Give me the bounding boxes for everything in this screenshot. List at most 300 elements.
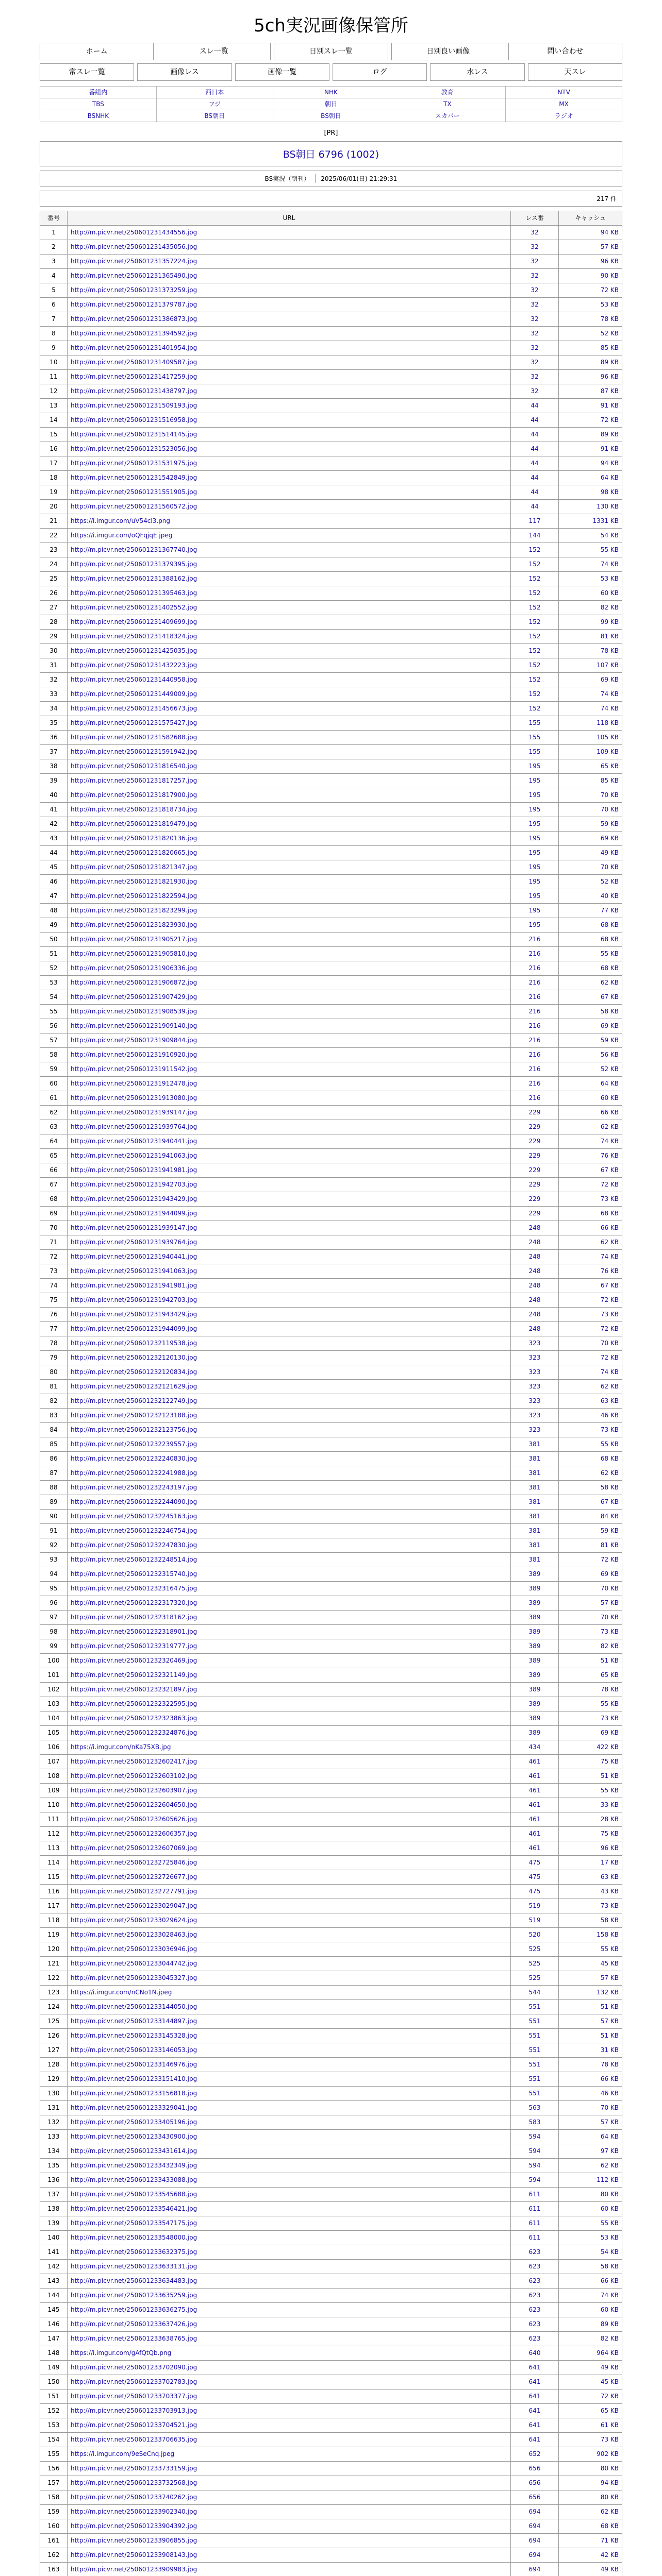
cache-size-link[interactable]: 68 KB	[600, 1210, 619, 1217]
channel-link[interactable]: スカパー	[435, 112, 460, 120]
cache-size-link[interactable]: 59 KB	[600, 1527, 619, 1534]
cache-size-link[interactable]: 67 KB	[600, 1498, 619, 1505]
channel-link[interactable]: ラジオ	[554, 112, 573, 120]
cache-size-link[interactable]: 63 KB	[600, 1873, 619, 1880]
image-url-link[interactable]: http://m.picvr.net/250601231401954.jpg	[71, 344, 197, 351]
image-url-link[interactable]: http://m.picvr.net/250601233433088.jpg	[71, 2176, 197, 2183]
image-url-link[interactable]: http://m.picvr.net/250601231905810.jpg	[71, 950, 197, 957]
image-url-link[interactable]: https://i.imgur.com/nKa75XB.jpg	[71, 1743, 171, 1751]
cache-size-link[interactable]: 73 KB	[600, 2436, 619, 2443]
res-number-link[interactable]: 389	[528, 1599, 541, 1606]
image-url-link[interactable]: http://m.picvr.net/250601231941063.jpg	[71, 1267, 197, 1275]
cache-size-link[interactable]: 66 KB	[600, 1224, 619, 1231]
res-number-link[interactable]: 389	[528, 1729, 541, 1736]
image-url-link[interactable]: http://m.picvr.net/250601231388162.jpg	[71, 575, 197, 582]
res-number-link[interactable]: 152	[528, 561, 541, 568]
res-number-link[interactable]: 32	[531, 373, 539, 380]
image-url-link[interactable]: http://m.picvr.net/250601232123756.jpg	[71, 1426, 197, 1433]
res-number-link[interactable]: 323	[528, 1368, 541, 1376]
image-url-link[interactable]: http://m.picvr.net/250601231386873.jpg	[71, 315, 197, 323]
cache-size-link[interactable]: 52 KB	[600, 878, 619, 885]
res-number-link[interactable]: 551	[528, 2090, 541, 2097]
cache-size-link[interactable]: 65 KB	[600, 1671, 619, 1679]
res-number-link[interactable]: 152	[528, 589, 541, 597]
nav-button[interactable]: 問い合わせ	[508, 43, 622, 60]
res-number-link[interactable]: 44	[531, 431, 539, 438]
res-number-link[interactable]: 32	[531, 301, 539, 308]
cache-size-link[interactable]: 72 KB	[600, 286, 619, 294]
image-url-link[interactable]: http://m.picvr.net/250601231939764.jpg	[71, 1239, 197, 1246]
res-number-link[interactable]: 229	[528, 1152, 541, 1159]
image-url-link[interactable]: http://m.picvr.net/250601232323863.jpg	[71, 1715, 197, 1722]
image-url-link[interactable]: http://m.picvr.net/250601231394592.jpg	[71, 330, 197, 337]
cache-size-link[interactable]: 57 KB	[600, 2018, 619, 2025]
cache-size-link[interactable]: 55 KB	[600, 546, 619, 553]
image-url-link[interactable]: http://m.picvr.net/250601233431614.jpg	[71, 2147, 197, 2155]
image-url-link[interactable]: http://m.picvr.net/250601233146976.jpg	[71, 2061, 197, 2068]
cache-size-link[interactable]: 94 KB	[600, 2479, 619, 2486]
cache-size-link[interactable]: 74 KB	[600, 690, 619, 698]
res-number-link[interactable]: 519	[528, 1902, 541, 1909]
nav-button[interactable]: 日別良い画像	[391, 43, 505, 60]
cache-size-link[interactable]: 82 KB	[600, 1642, 619, 1650]
cache-size-link[interactable]: 422 KB	[597, 1743, 619, 1751]
res-number-link[interactable]: 195	[528, 806, 541, 813]
cache-size-link[interactable]: 112 KB	[597, 2176, 619, 2183]
res-number-link[interactable]: 525	[528, 1960, 541, 1967]
image-url-link[interactable]: http://m.picvr.net/250601231395463.jpg	[71, 589, 197, 597]
cache-size-link[interactable]: 130 KB	[597, 503, 619, 510]
res-number-link[interactable]: 248	[528, 1296, 541, 1303]
cache-size-link[interactable]: 74 KB	[600, 1138, 619, 1145]
cache-size-link[interactable]: 73 KB	[600, 1426, 619, 1433]
image-url-link[interactable]: http://m.picvr.net/250601232121629.jpg	[71, 1383, 197, 1390]
cache-size-link[interactable]: 70 KB	[600, 1614, 619, 1621]
image-url-link[interactable]: http://m.picvr.net/250601231417259.jpg	[71, 373, 197, 380]
res-number-link[interactable]: 323	[528, 1340, 541, 1347]
image-url-link[interactable]: http://m.picvr.net/250601232123188.jpg	[71, 1412, 197, 1419]
image-url-link[interactable]: http://m.picvr.net/250601231409699.jpg	[71, 618, 197, 625]
cache-size-link[interactable]: 91 KB	[600, 402, 619, 409]
cache-size-link[interactable]: 68 KB	[600, 1455, 619, 1462]
image-url-link[interactable]: http://m.picvr.net/250601232316475.jpg	[71, 1585, 197, 1592]
cache-size-link[interactable]: 78 KB	[600, 315, 619, 323]
cache-size-link[interactable]: 109 KB	[597, 748, 619, 755]
res-number-link[interactable]: 652	[528, 2450, 541, 2458]
channel-link[interactable]: BS朝日	[321, 112, 341, 120]
res-number-link[interactable]: 32	[531, 330, 539, 337]
cache-size-link[interactable]: 96 KB	[600, 1844, 619, 1852]
image-url-link[interactable]: http://m.picvr.net/250601232319777.jpg	[71, 1642, 197, 1650]
res-number-link[interactable]: 195	[528, 820, 541, 827]
res-number-link[interactable]: 594	[528, 2147, 541, 2155]
res-number-link[interactable]: 32	[531, 344, 539, 351]
res-number-link[interactable]: 544	[528, 1989, 541, 1996]
image-url-link[interactable]: http://m.picvr.net/250601232244090.jpg	[71, 1498, 197, 1505]
res-number-link[interactable]: 152	[528, 705, 541, 712]
image-url-link[interactable]: http://m.picvr.net/250601233151410.jpg	[71, 2075, 197, 2082]
channel-link[interactable]: 教育	[441, 89, 454, 96]
cache-size-link[interactable]: 158 KB	[597, 1931, 619, 1938]
image-url-link[interactable]: http://m.picvr.net/250601233703377.jpg	[71, 2393, 197, 2400]
cache-size-link[interactable]: 118 KB	[597, 719, 619, 726]
res-number-link[interactable]: 32	[531, 315, 539, 323]
channel-link[interactable]: NTV	[557, 89, 570, 96]
cache-size-link[interactable]: 56 KB	[600, 1051, 619, 1058]
cache-size-link[interactable]: 964 KB	[597, 2349, 619, 2357]
image-url-link[interactable]: http://m.picvr.net/250601233706635.jpg	[71, 2436, 197, 2443]
cache-size-link[interactable]: 17 KB	[600, 1859, 619, 1866]
cache-size-link[interactable]: 62 KB	[600, 1239, 619, 1246]
image-url-link[interactable]: http://m.picvr.net/250601232606357.jpg	[71, 1830, 197, 1837]
image-url-link[interactable]: http://m.picvr.net/250601231432223.jpg	[71, 662, 197, 669]
channel-link[interactable]: BS朝日	[204, 112, 225, 120]
res-number-link[interactable]: 594	[528, 2176, 541, 2183]
image-url-link[interactable]: http://m.picvr.net/250601231910920.jpg	[71, 1051, 197, 1058]
image-url-link[interactable]: http://m.picvr.net/250601231939764.jpg	[71, 1123, 197, 1130]
image-url-link[interactable]: http://m.picvr.net/250601231409587.jpg	[71, 359, 197, 366]
image-url-link[interactable]: http://m.picvr.net/250601233636275.jpg	[71, 2306, 197, 2313]
channel-link[interactable]: 朝日	[324, 100, 337, 108]
cache-size-link[interactable]: 77 KB	[600, 907, 619, 914]
res-number-link[interactable]: 389	[528, 1642, 541, 1650]
channel-link[interactable]: 番組内	[89, 89, 108, 96]
image-url-link[interactable]: http://m.picvr.net/250601233028463.jpg	[71, 1931, 197, 1938]
image-url-link[interactable]: http://m.picvr.net/250601232119538.jpg	[71, 1340, 197, 1347]
channel-link[interactable]: NHK	[324, 89, 338, 96]
cache-size-link[interactable]: 58 KB	[600, 2263, 619, 2270]
res-number-link[interactable]: 381	[528, 1527, 541, 1534]
res-number-link[interactable]: 152	[528, 604, 541, 611]
cache-size-link[interactable]: 64 KB	[600, 1080, 619, 1087]
image-url-link[interactable]: http://m.picvr.net/250601231944099.jpg	[71, 1210, 197, 1217]
cache-size-link[interactable]: 28 KB	[600, 1816, 619, 1823]
cache-size-link[interactable]: 69 KB	[600, 676, 619, 683]
image-url-link[interactable]: http://m.picvr.net/250601231379787.jpg	[71, 301, 197, 308]
cache-size-link[interactable]: 58 KB	[600, 1008, 619, 1015]
image-url-link[interactable]: http://m.picvr.net/250601233546421.jpg	[71, 2205, 197, 2212]
res-number-link[interactable]: 152	[528, 633, 541, 640]
res-number-link[interactable]: 216	[528, 1065, 541, 1073]
cache-size-link[interactable]: 55 KB	[600, 1945, 619, 1953]
res-number-link[interactable]: 152	[528, 647, 541, 654]
cache-size-link[interactable]: 57 KB	[600, 1599, 619, 1606]
cache-size-link[interactable]: 62 KB	[600, 979, 619, 986]
nav-button[interactable]: ホーム	[40, 43, 154, 60]
res-number-link[interactable]: 216	[528, 1022, 541, 1029]
res-number-link[interactable]: 32	[531, 243, 539, 250]
cache-size-link[interactable]: 98 KB	[600, 488, 619, 496]
image-url-link[interactable]: http://m.picvr.net/250601233432349.jpg	[71, 2162, 197, 2169]
image-url-link[interactable]: http://m.picvr.net/250601231939147.jpg	[71, 1224, 197, 1231]
image-url-link[interactable]: https://i.imgur.com/9eSeCnq.jpeg	[71, 2450, 175, 2458]
res-number-link[interactable]: 323	[528, 1397, 541, 1404]
image-url-link[interactable]: http://m.picvr.net/250601232324876.jpg	[71, 1729, 197, 1736]
res-number-link[interactable]: 155	[528, 734, 541, 741]
cache-size-link[interactable]: 69 KB	[600, 1022, 619, 1029]
res-number-link[interactable]: 44	[531, 488, 539, 496]
cache-size-link[interactable]: 68 KB	[600, 936, 619, 943]
res-number-link[interactable]: 551	[528, 2075, 541, 2082]
res-number-link[interactable]: 551	[528, 2046, 541, 2054]
cache-size-link[interactable]: 42 KB	[600, 2551, 619, 2558]
cache-size-link[interactable]: 46 KB	[600, 1412, 619, 1419]
subnav-button[interactable]: 常スレ一覧	[40, 63, 134, 81]
res-number-link[interactable]: 461	[528, 1758, 541, 1765]
res-number-link[interactable]: 694	[528, 2566, 541, 2573]
res-number-link[interactable]: 611	[528, 2219, 541, 2227]
cache-size-link[interactable]: 51 KB	[600, 2003, 619, 2010]
cache-size-link[interactable]: 96 KB	[600, 373, 619, 380]
cache-size-link[interactable]: 76 KB	[600, 1152, 619, 1159]
cache-size-link[interactable]: 68 KB	[600, 2522, 619, 2530]
cache-size-link[interactable]: 74 KB	[600, 2292, 619, 2299]
cache-size-link[interactable]: 69 KB	[600, 1729, 619, 1736]
image-url-link[interactable]: http://m.picvr.net/250601231820136.jpg	[71, 835, 197, 842]
res-number-link[interactable]: 475	[528, 1859, 541, 1866]
image-url-link[interactable]: http://m.picvr.net/250601231823930.jpg	[71, 921, 197, 928]
res-number-link[interactable]: 152	[528, 575, 541, 582]
thread-title-link[interactable]: BS朝日 6796 (1002)	[283, 149, 379, 160]
res-number-link[interactable]: 229	[528, 1123, 541, 1130]
res-number-link[interactable]: 656	[528, 2479, 541, 2486]
image-url-link[interactable]: http://m.picvr.net/250601231939147.jpg	[71, 1109, 197, 1116]
res-number-link[interactable]: 381	[528, 1455, 541, 1462]
image-url-link[interactable]: http://m.picvr.net/250601233405196.jpg	[71, 2119, 197, 2126]
image-url-link[interactable]: http://m.picvr.net/250601231908539.jpg	[71, 1008, 197, 1015]
res-number-link[interactable]: 434	[528, 1743, 541, 1751]
res-number-link[interactable]: 248	[528, 1253, 541, 1260]
image-url-link[interactable]: http://m.picvr.net/250601233635259.jpg	[71, 2292, 197, 2299]
cache-size-link[interactable]: 55 KB	[600, 2219, 619, 2227]
res-number-link[interactable]: 389	[528, 1657, 541, 1664]
cache-size-link[interactable]: 64 KB	[600, 2133, 619, 2140]
image-url-link[interactable]: http://m.picvr.net/250601232726677.jpg	[71, 1873, 197, 1880]
res-number-link[interactable]: 323	[528, 1354, 541, 1361]
image-url-link[interactable]: http://m.picvr.net/250601232245163.jpg	[71, 1513, 197, 1520]
cache-size-link[interactable]: 58 KB	[600, 1484, 619, 1491]
image-url-link[interactable]: http://m.picvr.net/250601233029624.jpg	[71, 1917, 197, 1924]
cache-size-link[interactable]: 57 KB	[600, 1974, 619, 1981]
res-number-link[interactable]: 694	[528, 2522, 541, 2530]
res-number-link[interactable]: 475	[528, 1888, 541, 1895]
image-url-link[interactable]: http://m.picvr.net/250601231434556.jpg	[71, 229, 197, 236]
res-number-link[interactable]: 611	[528, 2234, 541, 2241]
image-url-link[interactable]: http://m.picvr.net/250601231820665.jpg	[71, 849, 197, 856]
res-number-link[interactable]: 195	[528, 849, 541, 856]
cache-size-link[interactable]: 55 KB	[600, 1787, 619, 1794]
cache-size-link[interactable]: 60 KB	[600, 1094, 619, 1101]
cache-size-link[interactable]: 62 KB	[600, 2508, 619, 2515]
cache-size-link[interactable]: 94 KB	[600, 460, 619, 467]
res-number-link[interactable]: 195	[528, 791, 541, 799]
res-number-link[interactable]: 563	[528, 2104, 541, 2111]
image-url-link[interactable]: http://m.picvr.net/250601231818734.jpg	[71, 806, 197, 813]
image-url-link[interactable]: http://m.picvr.net/250601232120834.jpg	[71, 1368, 197, 1376]
image-url-link[interactable]: http://m.picvr.net/250601231913080.jpg	[71, 1094, 197, 1101]
image-url-link[interactable]: http://m.picvr.net/250601232315740.jpg	[71, 1570, 197, 1578]
cache-size-link[interactable]: 85 KB	[600, 344, 619, 351]
image-url-link[interactable]: http://m.picvr.net/250601232727791.jpg	[71, 1888, 197, 1895]
res-number-link[interactable]: 594	[528, 2162, 541, 2169]
res-number-link[interactable]: 323	[528, 1383, 541, 1390]
res-number-link[interactable]: 32	[531, 258, 539, 265]
res-number-link[interactable]: 152	[528, 676, 541, 683]
image-url-link[interactable]: http://m.picvr.net/250601233329041.jpg	[71, 2104, 197, 2111]
image-url-link[interactable]: http://m.picvr.net/250601231379395.jpg	[71, 561, 197, 568]
image-url-link[interactable]: http://m.picvr.net/250601233902340.jpg	[71, 2508, 197, 2515]
image-url-link[interactable]: http://m.picvr.net/250601233906855.jpg	[71, 2537, 197, 2544]
cache-size-link[interactable]: 71 KB	[600, 2537, 619, 2544]
res-number-link[interactable]: 694	[528, 2508, 541, 2515]
image-url-link[interactable]: http://m.picvr.net/250601231943429.jpg	[71, 1311, 197, 1318]
image-url-link[interactable]: http://m.picvr.net/250601232122749.jpg	[71, 1397, 197, 1404]
res-number-link[interactable]: 611	[528, 2205, 541, 2212]
image-url-link[interactable]: http://m.picvr.net/250601231821930.jpg	[71, 878, 197, 885]
cache-size-link[interactable]: 132 KB	[597, 1989, 619, 1996]
cache-size-link[interactable]: 62 KB	[600, 1469, 619, 1477]
cache-size-link[interactable]: 902 KB	[597, 2450, 619, 2458]
res-number-link[interactable]: 44	[531, 402, 539, 409]
res-number-link[interactable]: 32	[531, 359, 539, 366]
image-url-link[interactable]: https://i.imgur.com/uV54cl3.png	[71, 517, 171, 524]
image-url-link[interactable]: http://m.picvr.net/250601232607069.jpg	[71, 1844, 197, 1852]
res-number-link[interactable]: 248	[528, 1239, 541, 1246]
image-url-link[interactable]: http://m.picvr.net/250601232603907.jpg	[71, 1787, 197, 1794]
res-number-link[interactable]: 152	[528, 546, 541, 553]
cache-size-link[interactable]: 97 KB	[600, 2147, 619, 2155]
image-url-link[interactable]: http://m.picvr.net/250601231365490.jpg	[71, 272, 197, 279]
res-number-link[interactable]: 32	[531, 272, 539, 279]
image-url-link[interactable]: http://m.picvr.net/250601231822594.jpg	[71, 892, 197, 900]
image-url-link[interactable]: http://m.picvr.net/250601231906872.jpg	[71, 979, 197, 986]
image-url-link[interactable]: http://m.picvr.net/250601232247830.jpg	[71, 1541, 197, 1549]
res-number-link[interactable]: 44	[531, 474, 539, 481]
image-url-link[interactable]: http://m.picvr.net/250601232321897.jpg	[71, 1686, 197, 1693]
image-url-link[interactable]: http://m.picvr.net/250601231435056.jpg	[71, 243, 197, 250]
cache-size-link[interactable]: 89 KB	[600, 359, 619, 366]
cache-size-link[interactable]: 72 KB	[600, 1354, 619, 1361]
channel-link[interactable]: 西日本	[205, 89, 224, 96]
cache-size-link[interactable]: 54 KB	[600, 532, 619, 539]
cache-size-link[interactable]: 70 KB	[600, 863, 619, 871]
cache-size-link[interactable]: 52 KB	[600, 330, 619, 337]
image-url-link[interactable]: http://m.picvr.net/250601231418324.jpg	[71, 633, 197, 640]
cache-size-link[interactable]: 82 KB	[600, 2335, 619, 2342]
cache-size-link[interactable]: 75 KB	[600, 1830, 619, 1837]
image-url-link[interactable]: http://m.picvr.net/250601231402552.jpg	[71, 604, 197, 611]
cache-size-link[interactable]: 89 KB	[600, 2320, 619, 2328]
image-url-link[interactable]: http://m.picvr.net/250601232248514.jpg	[71, 1556, 197, 1563]
image-url-link[interactable]: http://m.picvr.net/250601231909844.jpg	[71, 1037, 197, 1044]
res-number-link[interactable]: 44	[531, 460, 539, 467]
cache-size-link[interactable]: 55 KB	[600, 1700, 619, 1707]
res-number-link[interactable]: 551	[528, 2018, 541, 2025]
res-number-link[interactable]: 694	[528, 2537, 541, 2544]
image-url-link[interactable]: http://m.picvr.net/250601231905217.jpg	[71, 936, 197, 943]
res-number-link[interactable]: 381	[528, 1556, 541, 1563]
res-number-link[interactable]: 195	[528, 921, 541, 928]
cache-size-link[interactable]: 67 KB	[600, 993, 619, 1001]
res-number-link[interactable]: 229	[528, 1166, 541, 1174]
cache-size-link[interactable]: 80 KB	[600, 2191, 619, 2198]
image-url-link[interactable]: http://m.picvr.net/250601231591942.jpg	[71, 748, 197, 755]
cache-size-link[interactable]: 61 KB	[600, 2421, 619, 2429]
image-url-link[interactable]: http://m.picvr.net/250601231438797.jpg	[71, 387, 197, 395]
cache-size-link[interactable]: 49 KB	[600, 849, 619, 856]
res-number-link[interactable]: 525	[528, 1974, 541, 1981]
res-number-link[interactable]: 594	[528, 2133, 541, 2140]
res-number-link[interactable]: 641	[528, 2407, 541, 2414]
image-url-link[interactable]: http://m.picvr.net/250601232320469.jpg	[71, 1657, 197, 1664]
cache-size-link[interactable]: 89 KB	[600, 431, 619, 438]
cache-size-link[interactable]: 57 KB	[600, 243, 619, 250]
image-url-link[interactable]: http://m.picvr.net/250601233044742.jpg	[71, 1960, 197, 1967]
image-url-link[interactable]: http://m.picvr.net/250601233704521.jpg	[71, 2421, 197, 2429]
subnav-button[interactable]: 画像レス	[137, 63, 231, 81]
res-number-link[interactable]: 381	[528, 1513, 541, 1520]
image-url-link[interactable]: http://m.picvr.net/250601232605626.jpg	[71, 1816, 197, 1823]
res-number-link[interactable]: 32	[531, 387, 539, 395]
res-number-link[interactable]: 195	[528, 762, 541, 770]
channel-link[interactable]: MX	[559, 100, 569, 108]
image-url-link[interactable]: http://m.picvr.net/250601231373259.jpg	[71, 286, 197, 294]
image-url-link[interactable]: http://m.picvr.net/250601233733159.jpg	[71, 2465, 197, 2472]
image-url-link[interactable]: http://m.picvr.net/250601233638765.jpg	[71, 2335, 197, 2342]
subnav-button[interactable]: 画像一覧	[235, 63, 329, 81]
res-number-link[interactable]: 519	[528, 1917, 541, 1924]
res-number-link[interactable]: 229	[528, 1181, 541, 1188]
image-url-link[interactable]: http://m.picvr.net/250601232725846.jpg	[71, 1859, 197, 1866]
res-number-link[interactable]: 32	[531, 229, 539, 236]
cache-size-link[interactable]: 49 KB	[600, 2364, 619, 2371]
image-url-link[interactable]: http://m.picvr.net/250601231943429.jpg	[71, 1195, 197, 1202]
image-url-link[interactable]: https://i.imgur.com/gAfQtQb.png	[71, 2349, 172, 2357]
cache-size-link[interactable]: 40 KB	[600, 892, 619, 900]
cache-size-link[interactable]: 72 KB	[600, 1556, 619, 1563]
image-url-link[interactable]: http://m.picvr.net/250601233908143.jpg	[71, 2551, 197, 2558]
res-number-link[interactable]: 195	[528, 907, 541, 914]
image-url-link[interactable]: http://m.picvr.net/250601231817257.jpg	[71, 777, 197, 784]
cache-size-link[interactable]: 60 KB	[600, 589, 619, 597]
cache-size-link[interactable]: 90 KB	[600, 272, 619, 279]
res-number-link[interactable]: 461	[528, 1830, 541, 1837]
image-url-link[interactable]: http://m.picvr.net/250601232240830.jpg	[71, 1455, 197, 1462]
res-number-link[interactable]: 195	[528, 892, 541, 900]
res-number-link[interactable]: 216	[528, 1094, 541, 1101]
image-url-link[interactable]: http://m.picvr.net/250601233634483.jpg	[71, 2277, 197, 2284]
res-number-link[interactable]: 389	[528, 1614, 541, 1621]
cache-size-link[interactable]: 87 KB	[600, 387, 619, 395]
cache-size-link[interactable]: 60 KB	[600, 2306, 619, 2313]
res-number-link[interactable]: 216	[528, 936, 541, 943]
cache-size-link[interactable]: 74 KB	[600, 561, 619, 568]
cache-size-link[interactable]: 70 KB	[600, 1340, 619, 1347]
res-number-link[interactable]: 216	[528, 979, 541, 986]
cache-size-link[interactable]: 73 KB	[600, 1715, 619, 1722]
image-url-link[interactable]: http://m.picvr.net/250601231823299.jpg	[71, 907, 197, 914]
res-number-link[interactable]: 229	[528, 1109, 541, 1116]
image-url-link[interactable]: http://m.picvr.net/250601231944099.jpg	[71, 1325, 197, 1332]
res-number-link[interactable]: 152	[528, 662, 541, 669]
cache-size-link[interactable]: 72 KB	[600, 1181, 619, 1188]
res-number-link[interactable]: 641	[528, 2421, 541, 2429]
cache-size-link[interactable]: 81 KB	[600, 633, 619, 640]
res-number-link[interactable]: 216	[528, 1008, 541, 1015]
channel-link[interactable]: BSNHK	[87, 112, 109, 120]
res-number-link[interactable]: 381	[528, 1484, 541, 1491]
res-number-link[interactable]: 44	[531, 445, 539, 452]
